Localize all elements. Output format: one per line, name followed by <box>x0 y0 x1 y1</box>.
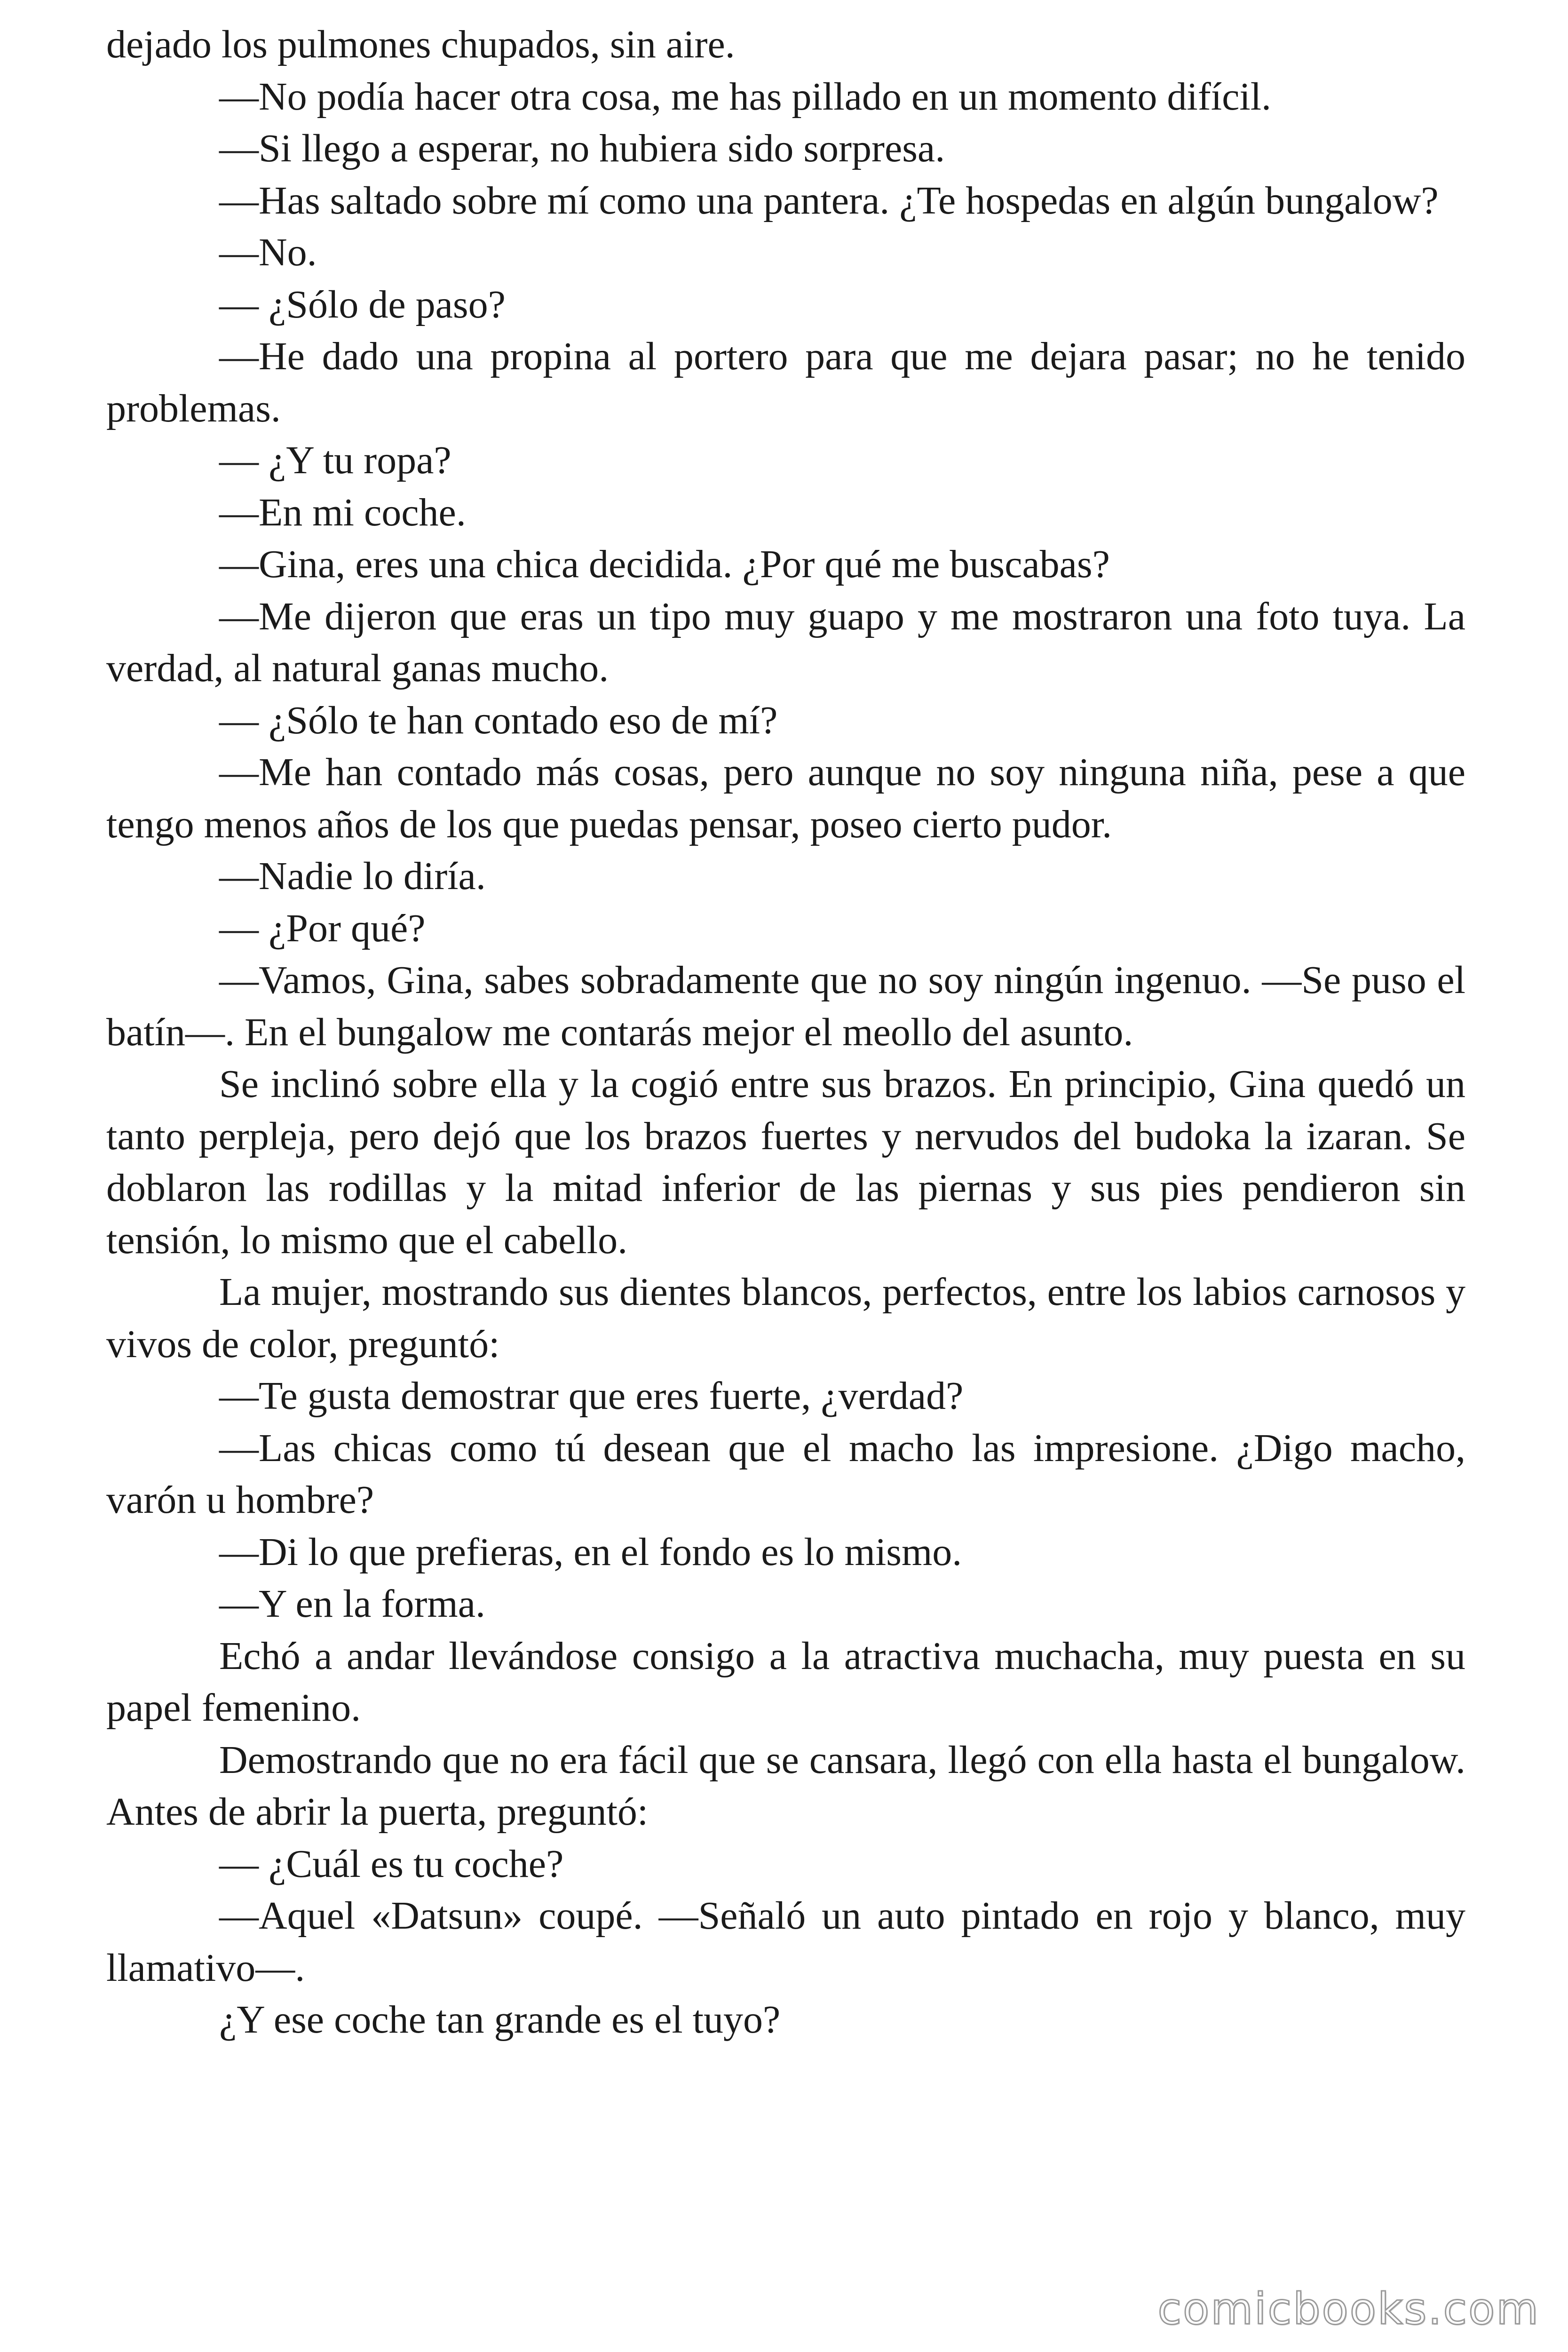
paragraph: —Si llego a esperar, no hubiera sido sorpresa. <box>219 127 945 170</box>
paragraph: —Y en la forma. <box>219 1582 486 1626</box>
paragraph: —Nadie lo diría. <box>219 854 486 898</box>
paragraph: ¿Y ese coche tan grande es el tuyo? <box>219 1998 781 2042</box>
paragraph: —Las chicas como tú desean que el macho las impresione. ¿Digo macho, varón u hombre? <box>106 1426 1465 1522</box>
paragraph: — ¿Por qué? <box>219 906 426 950</box>
paragraph: — ¿Sólo te han contado eso de mí? <box>219 698 778 742</box>
paragraph: — ¿Y tu ropa? <box>219 438 451 482</box>
paragraph: — ¿Sólo de paso? <box>219 282 506 326</box>
paragraph: Demostrando que no era fácil que se cansara, llegó con ella hasta el bungalow. Antes de abrir la puerta, preguntó: <box>106 1738 1465 1834</box>
paragraph: —Me dijeron que eras un tipo muy guapo y me mostraron una foto tuya. La verdad, al natural ganas mucho. <box>106 594 1465 690</box>
paragraph: La mujer, mostrando sus dientes blancos, perfectos, entre los labios carnosos y vivos de color, preguntó: <box>106 1270 1465 1366</box>
paragraph: —Vamos, Gina, sabes sobradamente que no soy ningún ingenuo. —Se puso el batín—. En el bungalow me contarás mejor el meollo del asunto. <box>106 958 1465 1054</box>
page-text <box>106 19 1465 2046</box>
paragraph: — ¿Cuál es tu coche? <box>219 1842 564 1886</box>
paragraph: —Has saltado sobre mí como una pantera. ¿Te hospedas en algún bungalow? <box>219 178 1439 222</box>
paragraph: —En mi coche. <box>219 490 466 534</box>
paragraph: Echó a andar llevándose consigo a la atractiva muchacha, muy puesta en su papel femenino. <box>106 1634 1465 1730</box>
paragraph: Se inclinó sobre ella y la cogió entre sus brazos. En principio, Gina quedó un tanto perpleja, pero dejó que los brazos fuertes y nervudos del budoka la izaran. Se doblaron las rodillas y la mitad inferior de las piernas y sus pies pendieron sin tensión, lo mismo que el cabello. <box>106 1062 1465 1262</box>
paragraph: —No. <box>219 230 317 274</box>
paragraph: —Di lo que prefieras, en el fondo es lo mismo. <box>219 1530 962 1574</box>
paragraph: —Aquel «Datsun» coupé. —Señaló un auto pintado en rojo y blanco, muy llamativo—. <box>106 1894 1465 1990</box>
watermark: comicbooks.com <box>1157 2284 1540 2334</box>
paragraph: dejado los pulmones chupados, sin aire. <box>106 23 735 66</box>
paragraph: —Te gusta demostrar que eres fuerte, ¿verdad? <box>219 1374 964 1418</box>
paragraph: —Me han contado más cosas, pero aunque no soy ninguna niña, pese a que tengo menos años de los que puedas pensar, poseo cierto pudor. <box>106 750 1465 846</box>
paragraph: —Gina, eres una chica decidida. ¿Por qué me buscabas? <box>219 542 1110 586</box>
paragraph: —He dado una propina al portero para que me dejara pasar; no he tenido problemas. <box>106 334 1465 430</box>
paragraph: —No podía hacer otra cosa, me has pillado en un momento difícil. <box>219 74 1272 119</box>
